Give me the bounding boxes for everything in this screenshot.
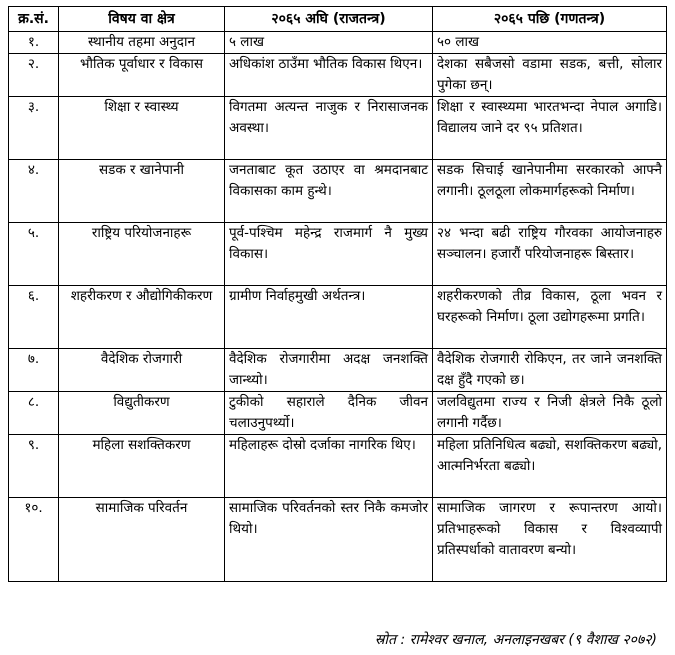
row-num: १.: [9, 32, 59, 54]
row-subject: राष्ट्रिय परियोजनाहरू: [59, 223, 225, 286]
row-before: सामाजिक परिवर्तनको स्तर निकै कमजोर थियो।: [225, 498, 433, 582]
row-before: वैदेशिक रोजगारीमा अदक्ष जनशक्ति जान्थ्यो।: [225, 349, 433, 392]
table-row: [9, 392, 667, 435]
row-before: अधिकांश ठाउँमा भौतिक विकास थिएन।: [225, 54, 433, 97]
row-num: २.: [9, 54, 59, 97]
row-before: टुकीको सहाराले दैनिक जीवन चलाउनुपर्थ्यो।: [225, 392, 433, 435]
row-num: ४.: [9, 160, 59, 223]
table-row: [9, 498, 667, 582]
row-before: जनताबाट कूत उठाएर वा श्रमदानबाट विकासका काम हुन्थे।: [225, 160, 433, 223]
row-subject: शिक्षा र स्वास्थ्य: [59, 97, 225, 160]
row-before: ५ लाख: [225, 32, 433, 54]
header-subject: विषय वा क्षेत्र: [59, 7, 225, 32]
row-after: जलविद्युतमा राज्य र निजी क्षेत्रले निकै ठूलो लगानी गर्दैछ।: [433, 392, 667, 435]
table-row: [9, 435, 667, 498]
row-after: ५० लाख: [433, 32, 667, 54]
row-num: ७.: [9, 349, 59, 392]
row-after: शहरीकरणको तीव्र विकास, ठूला भवन र घरहरूको निर्माण। ठूला उद्योगहरूमा प्रगति।: [433, 286, 667, 349]
table-row: [9, 286, 667, 349]
row-before: विगतमा अत्यन्त नाजुक र निरासाजनक अवस्था।: [225, 97, 433, 160]
row-after: शिक्षा र स्वास्थ्यमा भारतभन्दा नेपाल अगाडि। विद्यालय जाने दर ९५ प्रतिशत।: [433, 97, 667, 160]
row-subject: शहरीकरण र औद्योगिकीकरण: [59, 286, 225, 349]
row-num: ३.: [9, 97, 59, 160]
row-after: सडक सिचाई खानेपानीमा सरकारको आफ्नै लगानी। ठूलठूला लोकमार्गहरूको निर्माण।: [433, 160, 667, 223]
row-num: ९.: [9, 435, 59, 498]
table-row: [9, 223, 667, 286]
source-citation: स्रोत : रामेश्वर खनाल, अनलाइनखबर (९ वैशाख २०७२): [374, 632, 657, 648]
table-row: [9, 97, 667, 160]
row-after: सामाजिक जागरण र रूपान्तरण आयो। प्रतिभाहरूको विकास र विश्वव्यापी प्रतिस्पर्धाको वातावरण बन्यो।: [433, 498, 667, 582]
header-after: २०६५ पछि (गणतन्त्र): [433, 7, 667, 32]
row-after: देशका सबैजसो वडामा सडक, बत्ती, सोलार पुगेका छन्।: [433, 54, 667, 97]
row-subject: स्थानीय तहमा अनुदान: [59, 32, 225, 54]
row-before: ग्रामीण निर्वाहमुखी अर्थतन्त्र।: [225, 286, 433, 349]
table-row: [9, 54, 667, 97]
row-subject: विद्युतीकरण: [59, 392, 225, 435]
row-num: ५.: [9, 223, 59, 286]
row-num: ६.: [9, 286, 59, 349]
row-num: १०.: [9, 498, 59, 582]
header-before: २०६५ अघि (राजतन्त्र): [225, 7, 433, 32]
row-num: ८.: [9, 392, 59, 435]
row-subject: सडक र खानेपानी: [59, 160, 225, 223]
row-subject: महिला सशक्तिकरण: [59, 435, 225, 498]
row-before: पूर्व-पश्चिम महेन्द्र राजमार्ग नै मुख्य विकास।: [225, 223, 433, 286]
table-row: [9, 32, 667, 54]
row-after: वैदेशिक रोजगारी रोकिएन, तर जाने जनशक्ति दक्ष हुँदै गएको छ।: [433, 349, 667, 392]
table-row: [9, 349, 667, 392]
row-after: महिला प्रतिनिधित्व बढ्यो, सशक्तिकरण बढ्यो, आत्मनिर्भरता बढ्यो।: [433, 435, 667, 498]
row-after: २४ भन्दा बढी राष्ट्रिय गौरवका आयोजनाहरु सञ्चालन। हजारौं परियोजनाहरू बिस्तार।: [433, 223, 667, 286]
header-num: क्र.सं.: [9, 7, 59, 32]
row-before: महिलाहरू दोस्रो दर्जाका नागरिक थिए।: [225, 435, 433, 498]
row-subject: भौतिक पूर्वाधार र विकास: [59, 54, 225, 97]
table-header-row: [9, 7, 667, 32]
row-subject: वैदेशिक रोजगारी: [59, 349, 225, 392]
comparison-table: [8, 6, 667, 582]
row-subject: सामाजिक परिवर्तन: [59, 498, 225, 582]
table-row: [9, 160, 667, 223]
